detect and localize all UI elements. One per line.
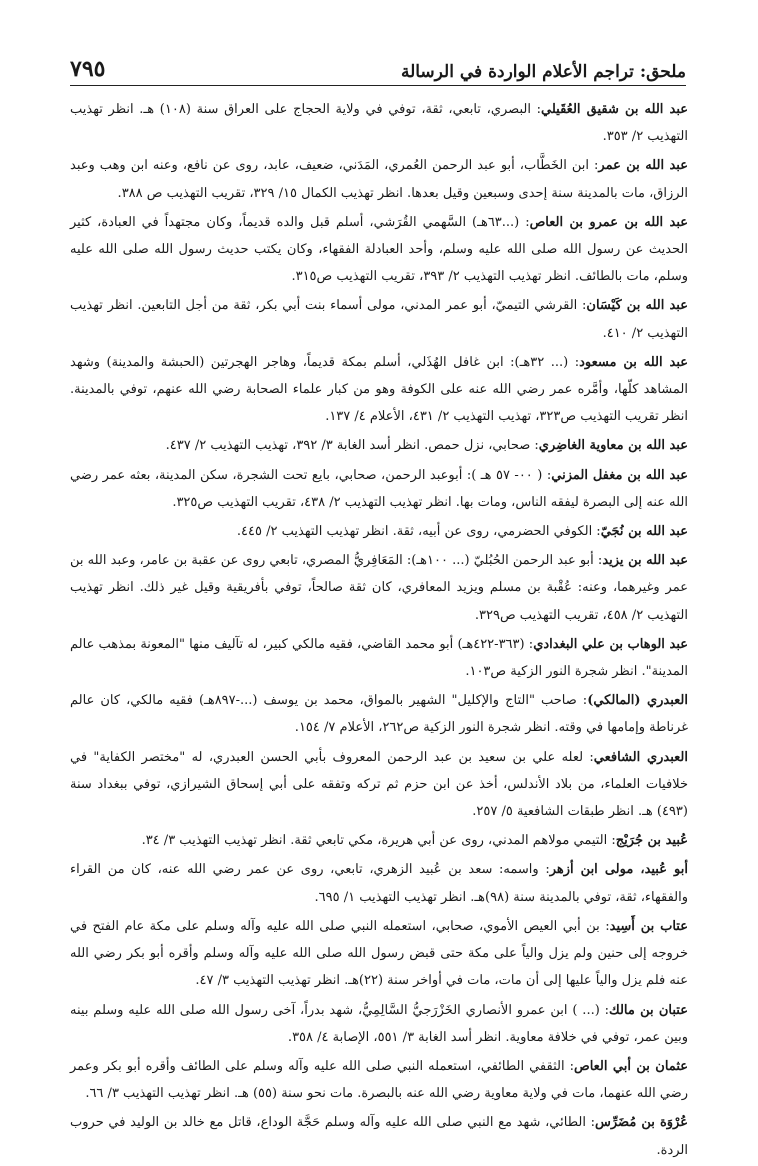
- entry-text: : (٣٦٣-٤٢٢هـ) أبو محمد القاضي، فقيه مالكي كبير، له تآليف منها "المعونة بمذهب عالم المدينة". انظر شجرة النور الزكية ص١٠٣.: [70, 636, 688, 680]
- page-number: ٧٩٥: [70, 56, 106, 82]
- entry-name: العبدري (المالكي): [587, 693, 688, 709]
- entry-name: عبد الله بن كَيْسَان: [586, 298, 688, 314]
- entry-text: : الثقفي الطائفي، استعمله النبي صلى الله عليه وآله وسلم على الطائف وأقره أبو بكر وعمر رضي الله عنهما، مات في ولاية معاوية رضي الله عنه بالبصرة. مات نحو سنة (٥٥) هـ. انظر تهذيب التهذيب ٣/ ٦٦.: [70, 1058, 688, 1102]
- entry-name: عثمان بن أبي العاص: [573, 1058, 688, 1074]
- entry-text: : بن أبي العيص الأموي، صحابي، استعمله النبي صلى الله عليه وآله وسلم على مكة عام الفتح في خروجه إلى حنين ولم يزل والياً على مكة حتى قبض رسول الله صلى الله عليه وآله وسلم وأقره أبو بكر رضي الله عنه فلم يزل والياً عليها إلى أن مات، مات في أواخر سنة (٢٢)هـ. انظر تهذيب التهذيب ٣/ ٤٧.: [70, 918, 688, 989]
- entry-text: : الكوفي الحضرمي، روى عن أبيه، ثقة. انظر تهذيب التهذيب ٢/ ٤٤٥.: [236, 524, 601, 540]
- entry-name: عتاب بن أَسِيد: [609, 918, 688, 934]
- entry-text: : القرشي التيميّ، أبو عمر المدني، مولى أسماء بنت أبي بكر، ثقة من أجل التابعين. انظر تهذيب التهذيب ٢/ ٤١٠.: [70, 298, 688, 341]
- entry-text: : صاحب "التاج والإكليل" الشهير بالمواق، محمد بن يوسف (...-٨٩٧هـ) فقيه مالكي، كان عالم غرناطة وإمامها في وقته. انظر شجرة النور الزكية ص٢٦٢، الأعلام ٧/ ١٥٤.: [70, 693, 688, 736]
- entry-text: : أبو عبد الرحمن الحُبُليّ (... ١٠٠هـ): المَعَافِريُّ المصري، تابعي روى عن عقبة بن عامر، وعبد الله بن عمر وغيرهما، وعنه: عُقْبة بن مسلم ويزيد المعافري، كان ثقة صالحاً، توفي بأفريقية وقيل غير ذلك. انظر تهذيب التهذيب ٢/ ٤٥٨، تقريب التهذيب ص٣٢٩.: [70, 553, 688, 623]
- entry-text: : (... ٣٢هـ): ابن غافل الهُذَلي، أسلم بمكة قديماً، وهاجر الهجرتين (الحبشة والمدينة) وشهد المشاهد كلّها، وأمَّره عمر رضي الله عنه على الكوفة وهو من كبار علماء الصحابة رضي الله عنهم، توفي بالمدينة. انظر تقريب التهذيب ص٣٢٣، تهذيب التهذيب ٢/ ٤٣١، الأعلام ٤/ ١٣٧.: [70, 354, 688, 425]
- entry-name: عبد الله بن نُجَيّ: [600, 524, 688, 540]
- entry-text: : (... ) ابن عمرو الأنصاري الخَزْرَجيُّ السَّالِمِيُّ، شهد بدراً، آخى رسول الله صلى الله عليه وسلم بينه وبين عمر، توفي في خلافة معاوية. انظر أسد الغابة ٣/ ٥٥١، الإصابة ٤/ ٣٥٨.: [70, 1002, 688, 1045]
- entry-name: عبد الوهاب بن علي البغدادي: [533, 636, 688, 652]
- page-header: [70, 52, 686, 86]
- entry-text: : صحابي، نزل حمص. انظر أسد الغابة ٣/ ٣٩٢، تهذيب التهذيب ٢/ ٤٣٧.: [165, 438, 539, 454]
- entry-text: : (...٦٣هـ) السَّهمي القُرَشي، أسلم قبل والده قديماً، وكان مجتهداً في العبادة، كثير الحديث عن رسول الله صلى الله عليه وسلم، وأحد العبادلة الفقهاء، وكان يكتب حديث رسول الله صلى الله عليه وسلم، مات بالطائف. انظر تهذيب التهذيب ٢/ ٣٩٣، تقريب التهذيب ص٣١٥.: [70, 214, 688, 285]
- entry: [70, 687, 688, 741]
- entry: [70, 349, 688, 431]
- entry-name: عُرْوَة بن مُضَرِّس: [595, 1115, 688, 1131]
- entry-text: : البصري، تابعي، ثقة، توفي في ولاية الحجاج على العراق سنة (١٠٨) هـ. انظر تهذيب التهذيب ٢/ ٣٥٣.: [70, 102, 688, 145]
- entry: [70, 913, 688, 995]
- entry-name: عبد الله بن معاوية الغاضِري: [538, 438, 688, 454]
- entry-name: عبد الله بن عمرو بن العاص: [529, 214, 688, 230]
- entry: [70, 827, 688, 854]
- biography-entries: [70, 96, 688, 1166]
- entry: [70, 547, 688, 629]
- entry: [70, 96, 688, 150]
- entry: [70, 856, 688, 910]
- entry: [70, 997, 688, 1051]
- entry-text: : لعله علي بن سعيد بن عبد الرحمن المعروف بأبي الحسن العبدري، له "مختصر الكفاية" في خلافيات العلماء، من بلاد الأندلس، أخذ عن ابن حزم ثم تركه وتفقه على أبي إسحاق الشيرازي، توفي ببغداد سنة (٤٩٣) هـ. انظر طبقات الشافعية ٥/ ٢٥٧.: [70, 749, 688, 820]
- entry-name: عبد الله بن عمر: [598, 158, 688, 174]
- entry-text: : ( ٠٠- ٥٧ هـ ): أبوعبد الرحمن، صحابي، بايع تحت الشجرة، سكن المدينة، بعثه عمر رضي الله عنه إلى البصرة ليفقه الناس، ومات بها. انظر تهذيب التهذيب ٢/ ٤٣٨، تقريب التهذيب ص٣٢٥.: [70, 467, 688, 510]
- entry-name: عبد الله بن شقيق العُقَيلي: [541, 102, 689, 117]
- entry-name: أبو عُبيد، مولى ابن أزهر: [549, 862, 688, 878]
- entry: [70, 1053, 688, 1107]
- entry: [70, 432, 688, 459]
- entry-name: عتبان بن مالك: [609, 1002, 688, 1018]
- entry: [70, 1109, 688, 1163]
- entry: [70, 744, 688, 826]
- entry-text: : ابن الخَطَّاب، أبو عبد الرحمن العُمري، المَدَني، ضعيف، عابد، روى عن نافع، وعنه ابن وهب وعبد الرزاق، مات بالمدينة سنة إحدى وسبعين وقيل بعدها. انظر تهذيب الكمال ١٥/ ٣٢٩، تقريب التهذيب ص ٣٨٨.: [70, 158, 688, 201]
- entry: [70, 631, 688, 685]
- entry-name: العبدري الشافعي: [593, 749, 688, 765]
- entry: [70, 518, 688, 545]
- entry: [70, 292, 688, 346]
- entry-name: عبد الله بن مسعود: [579, 354, 688, 370]
- entry-text: : التيمي مولاهم المدني، روى عن أبي هريرة، مكي تابعي ثقة. انظر تهذيب التهذيب ٣/ ٣٤.: [141, 833, 616, 849]
- entry: [70, 209, 688, 291]
- entry-text: : واسمه: سعد بن عُبيد الزهري، تابعي، روى عن عمر رضي الله عنه، كان من القراء والفقهاء، ثقة، توفي بالمدينة سنة (٩٨)هـ. انظر تهذيب التهذيب ١/ ٦٩٥.: [70, 862, 688, 905]
- entry-name: عبد الله بن يزيد: [602, 553, 688, 569]
- entry-text: : الطائي، شهد مع النبي صلى الله عليه وآله وسلم حَجَّة الوداع، قاتل مع خالد بن الوليد في حروب الردة.: [70, 1115, 688, 1158]
- entry: [70, 462, 688, 516]
- entry: [70, 152, 688, 206]
- entry-name: عُبيد بن جُرَيْج: [615, 833, 688, 849]
- entry-name: عبد الله بن مغفل المزني: [551, 467, 689, 483]
- running-title: ملحق: تراجم الأعلام الواردة في الرسالة: [400, 62, 686, 82]
